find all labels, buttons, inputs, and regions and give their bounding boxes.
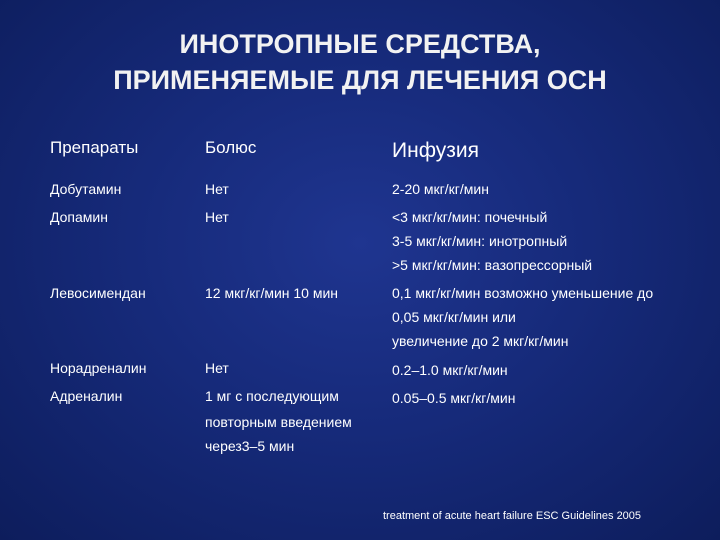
table-row-bolus: 1 мг с последующим [205,388,339,404]
header-infusion: Инфузия [392,139,479,162]
table-row-infusion: <3 мкг/кг/мин: почечный [392,209,548,225]
table-row-infusion: увеличение до 2 мкг/кг/мин [392,333,569,349]
table-row-bolus: Нет [205,209,229,225]
table-row-drug: Допамин [50,209,108,225]
table-row-infusion: 0.05–0.5 мкг/кг/мин [392,390,516,406]
table-row-bolus: Нет [205,181,229,197]
table-row-drug: Левосимендан [50,285,146,301]
table-row-infusion: 0,05 мкг/кг/мин или [392,309,516,325]
header-drugs: Препараты [50,138,139,157]
slide-title-line-1: ИНОТРОПНЫЕ СРЕДСТВА, [179,29,541,59]
header-bolus: Болюс [205,138,257,157]
slide-title-line-2: ПРИМЕНЯЕМЫЕ ДЛЯ ЛЕЧЕНИЯ ОСН [113,65,607,95]
table-row-infusion: 3-5 мкг/кг/мин: инотропный [392,233,568,249]
table-row-bolus: через3–5 мин [205,438,295,454]
table-row-bolus: Нет [205,360,229,376]
table-row-infusion: 2-20 мкг/кг/мин [392,181,489,197]
table-row-drug: Адреналин [50,388,123,404]
table-row-bolus: 12 мкг/кг/мин 10 мин [205,285,339,301]
table-row-drug: Норадреналин [50,360,147,376]
table-row-infusion: 0,1 мкг/кг/мин возможно уменьшение до [392,285,654,301]
table-row-infusion: >5 мкг/кг/мин: вазопрессорный [392,257,593,273]
table-row-bolus: повторным введением [205,414,352,430]
table-row-infusion: 0.2–1.0 мкг/кг/мин [392,362,508,378]
table-row-drug: Добутамин [50,181,122,197]
source-citation: treatment of acute heart failure ESC Guidelines 2005 [383,510,642,522]
